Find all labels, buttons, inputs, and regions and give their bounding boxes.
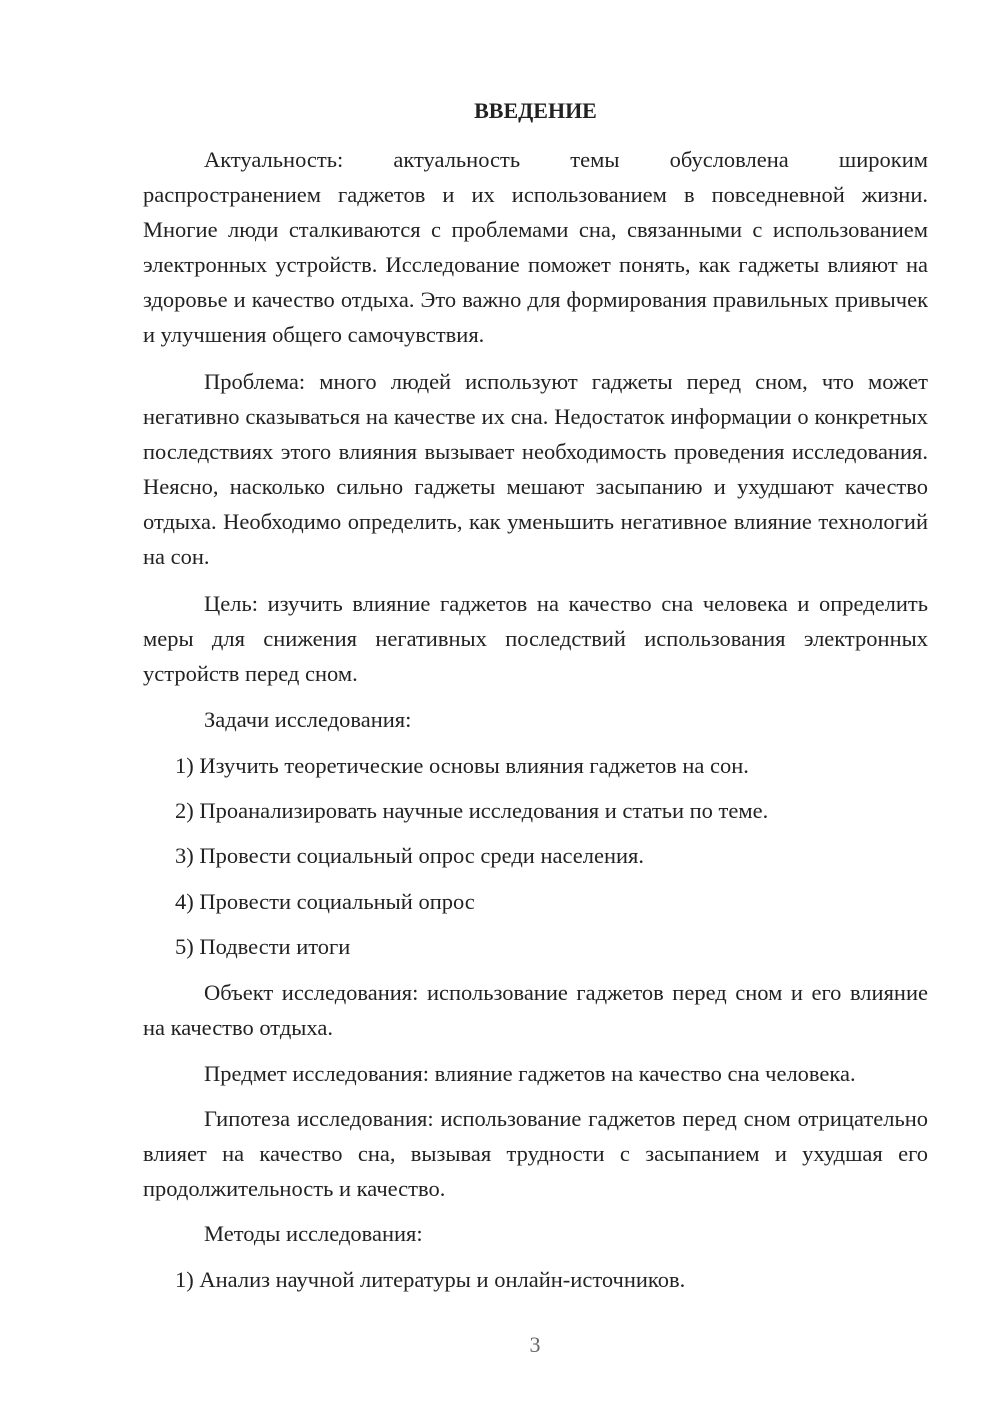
section-heading: ВВЕДЕНИЕ <box>474 98 597 123</box>
task-item: 5) Подвести итоги <box>175 934 351 959</box>
subject-paragraph: Предмет исследования: влияние гаджетов на качество сна человека. <box>204 1061 856 1086</box>
task-item: 3) Провести социальный опрос среди населения. <box>175 843 645 868</box>
page-number: 3 <box>529 1332 541 1357</box>
task-item: 4) Провести социальный опрос <box>175 889 475 914</box>
tasks-heading: Задачи исследования: <box>204 707 412 732</box>
task-item: 2) Проанализировать научные исследования и статьи по теме. <box>175 798 769 823</box>
goal-paragraph: Цель: изучить влияние гаджетов на качество сна человека и определить меры для снижения негативных последствий использования электронных устройств перед сном. <box>143 591 928 686</box>
methods-heading: Методы исследования: <box>204 1221 423 1246</box>
problem-paragraph: Проблема: много людей используют гаджеты перед сном, что может негативно сказываться на качестве их сна. Недостаток информации о конкретных последствиях этого влияния вызывает необходимость проведения исследования. Неясно, насколько сильно гаджеты мешают засыпанию и ухудшают качество отдыха. Необходимо определить, как уменьшить негативное влияние технологий на сон. <box>143 369 928 569</box>
method-item: 1) Анализ научной литературы и онлайн-источников. <box>175 1267 686 1292</box>
object-paragraph: Объект исследования: использование гаджетов перед сном и его влияние на качество отдыха. <box>143 980 928 1040</box>
hypothesis-paragraph: Гипотеза исследования: использование гаджетов перед сном отрицательно влияет на качество сна, вызывая трудности с засыпанием и ухудшая его продолжительность и качество. <box>143 1106 928 1201</box>
relevance-paragraph: Актуальность: актуальность темы обусловлена широким распространением гаджетов и их использованием в повседневной жизни. Многие люди сталкиваются с проблемами сна, связанными с использованием электронных устройств. Исследование поможет понять, как гаджеты влияют на здоровье и качество отдыха. Это важно для формирования правильных привычек и улучшения общего самочувствия. <box>143 147 928 347</box>
task-item: 1) Изучить теоретические основы влияния гаджетов на сон. <box>175 753 749 778</box>
